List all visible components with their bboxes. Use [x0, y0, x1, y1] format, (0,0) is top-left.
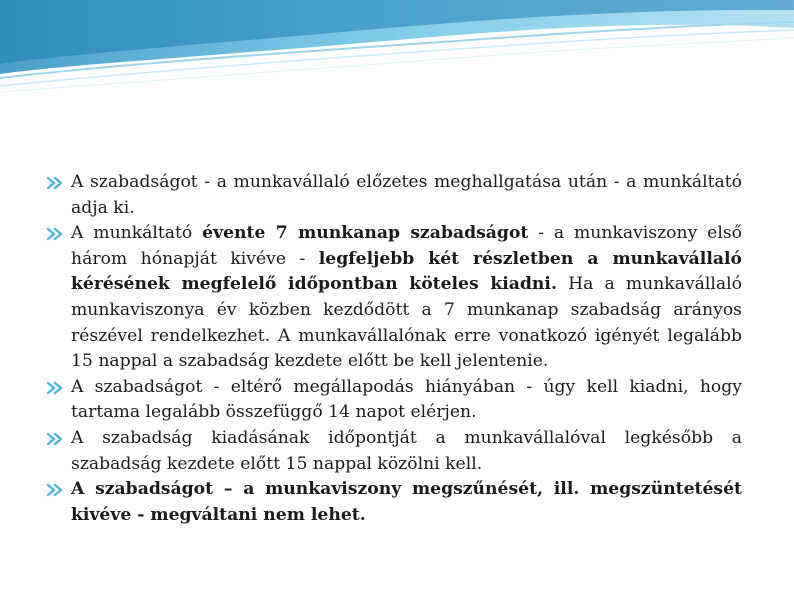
text-segment: - a munkaviszony első három hónapját kivéve - [71, 223, 743, 269]
text-segment: A munkáltató [71, 223, 203, 244]
header-wave-decoration [0, 0, 794, 100]
bullet-item [46, 170, 742, 221]
text-segment: A szabadságot - eltérő megállapodás hiányában - úgy kell kiadni, hogy tartama legalább összefüggő 14 napot elérjen. [71, 376, 742, 423]
text-segment: A szabadság kiadásának időpontját a munkavállalóval legkésőbb a szabadság kezdete előtt 15 nappal közölni kell. [71, 427, 742, 474]
bullet-item [46, 477, 742, 528]
double-chevron-right-icon [46, 381, 66, 395]
slide-content [46, 170, 742, 528]
bold-text-segment: évente 7 munkanap szabadságot [202, 223, 529, 244]
bold-text-segment: legfeljebb két részletben a munkavállaló kérésének megfelelő időpontban köteles kiadni. [71, 248, 742, 295]
bullet-item [46, 375, 742, 426]
double-chevron-right-icon [46, 432, 66, 446]
double-chevron-right-icon [46, 227, 66, 241]
double-chevron-right-icon [46, 176, 66, 190]
bullet-item [46, 221, 742, 375]
text-segment: Ha a munkavállaló munkaviszonya év közben kezdődött a 7 munkanap szabadság arányos részével rendelkezhet. A munkavállalónak erre vonatkozó igényét legalább 15 nappal a szabadság kezdete előtt be kell jelentenie. [71, 274, 743, 372]
bold-text-segment: A szabadságot – a munkaviszony megszűnését, ill. megszüntetését kivéve - megváltani nem lehet. [71, 479, 742, 525]
text-segment: A szabadságot - a munkavállaló előzetes meghallgatása után - a munkáltató adja ki. [71, 172, 742, 218]
bullet-item [46, 426, 742, 477]
double-chevron-right-icon [46, 483, 66, 497]
